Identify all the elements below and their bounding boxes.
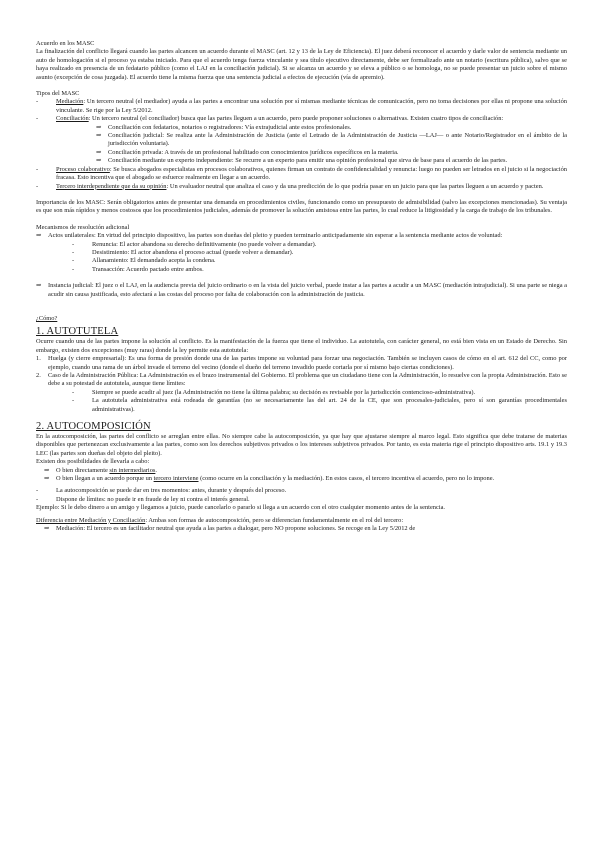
dash-marker: - <box>36 487 39 495</box>
arrow-right-icon: ⇒ <box>96 148 102 156</box>
dash-marker: - <box>72 257 75 265</box>
list-item-mediacion-diff: ⇒ Mediación: El tercero es un facilitador neutral que ayuda a las partes a dialogar, pero NO propone soluciones. Se recoge en la Ley 5/2012 de <box>44 525 416 533</box>
arrow-right-icon: ⇒ <box>36 282 42 290</box>
list-item-tercero: - Tercero interdependiente que da su opinión: Un evaluador neutral que analiza el caso y da una predicción de lo que podría pasar en un juicio para que las partes lleguen a un acuerdo y pacten. <box>36 182 544 190</box>
paragraph-diferencia: Diferencia entre Mediación y Conciliación: Ambas son formas de autocomposición, pero se diferencian fundamentalmente en el rol del tercero: <box>36 516 404 524</box>
dash-marker: - <box>36 495 39 503</box>
list-item-tercero: ⇒ O bien llegan a un acuerdo porque un tercero interviene (como ocurre en la conciliación y la mediación). En estos casos, el tercero incentiva el acuerdo, pero no lo impone. <box>44 475 495 483</box>
sub-item-allanamiento: - Allanamiento: El demandado acepta la condena. <box>72 257 216 265</box>
arrow-right-icon: ⇒ <box>44 475 50 483</box>
sub-item-juez: - Siempre se puede acudir al juez (la Administración no tiene la última palabra; su decisión es revisable por la jurisdicción contencioso-administrativa). <box>72 388 476 396</box>
arrow-right-icon: ⇒ <box>96 123 102 131</box>
list-item-mediacion <box>36 98 567 115</box>
list-item-actos: ⇒ Actos unilaterales: En virtud del principio dispositivo, las partes son dueñas del pleito y pueden terminarlo anticipadamente sin esperar a la sentencia mediante actos de voluntad: <box>36 232 503 240</box>
section-heading-acuerdo: Acuerdo en los MASC <box>36 40 95 47</box>
list-item-limites: - Dispone de límites: no puede ir en fraude de ley ni contra el interés general. <box>36 495 250 503</box>
dash-marker: - <box>72 265 75 273</box>
term-colaborativo: Proceso colaborativo <box>56 165 110 173</box>
dash-marker: - <box>36 115 39 123</box>
paragraph-acuerdo: La finalización del conflicto llegará cuando las partes alcancen un acuerdo durante el MASC (art. 12 y 13 de la Ley de Eficiencia). El juez deberá reconocer el acuerdo y darle valor de sentencia mediante un auto de homologación si el proceso ya estaba iniciado. Para que el acuerdo tenga fuerza vinculante y sea título ejecutivo directamente, debe ser formalizado ante un notario (escritura pública), salvo que se haya realizado en presencia de un fedatario público (como el LAJ en la conciliación judicial). Si se alcanza un acuerdo y se eleva a público o se homologa, no se puede presentar un juicio sobre el mismo asunto (excepción de cosa juzgada). El acuerdo tiene la misma fuerza que una sentencia judicial a efectos de ejecución (vía de apremio). <box>36 48 567 81</box>
paragraph-ejemplo: Ejemplo: Si le debo dinero a un amigo y llegamos a juicio, puede cancelarlo o pararlo si llega a un acuerdo con el otro cualquier momento antes de la sentencia. <box>36 504 446 512</box>
sub-item-desistimiento: - Desistimiento: El actor abandona el proceso actual (puede volver a demandar). <box>72 248 294 256</box>
arrow-right-icon: ⇒ <box>36 232 42 240</box>
arrow-right-icon: ⇒ <box>96 157 102 165</box>
como-heading: ¿Cómo? <box>36 314 58 322</box>
numbered-item-huelga: 1. Huelga (y cierre empresarial): Es una forma de presión donde una de las partes impone su voluntad para forzar una negociación. También se incluyen casos de cómo en el art. 612 del CC, como por ejemplo, cuando una rama de un árbol invade el terreno del vecino (donde el dueño del terreno invadido puede cortarla por sí mismo bajo ciertas condiciones). <box>36 355 567 371</box>
arrow-right-icon: ⇒ <box>96 132 102 140</box>
section-heading-mecanismos: Mecanismos de resolución adicional <box>36 223 130 231</box>
sub-item-renuncia: - Renuncia: El actor abandona su derecho definitivamente (no puede volver a demandar). <box>72 240 317 248</box>
sub-item-transaccion: - Transacción: Acuerdo pactado entre ambos. <box>72 265 204 273</box>
term-mediacion: Mediación <box>56 98 84 106</box>
numbered-item-administracion: 2. Caso de la Administración Pública: La Administración es el brazo instrumental del Gobierno. El problema que un ciudadano tiene con la Administración, lo resuelve con la propia Administración. Esto se debe a su potestad de autotutela, aunque tiene límites: <box>36 372 567 388</box>
dash-marker: - <box>72 248 75 256</box>
list-item-instancia: ⇒ Instancia judicial: El juez o el LAJ, en la audiencia previa del juicio ordinario o en la vista del juicio verbal, puede instar a las partes a acudir a un MASC (mediación intrajudicial). Si una parte se niega a acudir sin causa justificada, esto afectará a las costas del proceso por falta de colaboración con la administración de justicia. <box>36 282 567 298</box>
dash-marker: - <box>36 182 39 190</box>
paragraph-autotutela: Ocurre cuando una de las partes impone la solución al conflicto. Es la manifestación de la fuerza que tiene el individuo. La autotutela, con carácter general, no está bien vista en un Estado de Derecho. Sin embargo, existen dos excepciones (muy raras) donde la ley permite esta autotutela: <box>36 338 567 354</box>
arrow-right-icon: ⇒ <box>44 466 50 474</box>
heading-autocomposicion: 2. AUTOCOMPOSICIÓN <box>36 421 151 433</box>
paragraph-posibilidades: Existen dos posibilidades de llevarla a cabo: <box>36 458 150 466</box>
heading-autotutela: 1. AUTOTUTELA <box>36 326 119 338</box>
dash-marker: - <box>36 98 39 106</box>
paragraph-importancia: Importancia de los MASC: Serán obligatorios antes de presentar una demanda en procedimientos civiles, funcionando como un presupuesto de admisibilidad (salvo las excepciones mencionadas). Su ventaja es que son más rápidos y menos costosos que los procedimientos judiciales, además de promover la solución amistosa entre las partes, lo cual reduce la litigiosidad y la carga de trabajo de los tribunales. <box>36 198 567 215</box>
dash-marker: - <box>72 397 75 405</box>
dash-marker: - <box>72 388 75 396</box>
dash-marker: - <box>72 240 75 248</box>
arrow-right-icon: ⇒ <box>44 525 50 533</box>
sub-item-garantias: - La autotutela administrativa está rodeada de garantías (no se necesariamente las del art. 24 de la CE, que son procesales-judiciales, pero sí son garantías procedimentales administrativas). <box>72 397 567 413</box>
list-item-conciliacion <box>36 115 567 123</box>
paragraph-autocomposicion: En la autocomposición, las partes del conflicto se arreglan entre ellas. No siempre cabe la autocomposición, ya que hay que ajustarse siempre al marco legal. Esto significa que debe tratarse de materias disponibles que pertenezcan exclusivamente a las partes, como son los derechos subjetivos privados o los intereses subjetivos privados. Por tanto, es esta materia rige el principio dispositivo arts. 19.1 y 19.3 LEC (las partes son dueñas del objeto del pleito). <box>36 433 567 457</box>
dash-marker: - <box>36 165 39 173</box>
list-item-directamente: ⇒ O bien directamente sin intermediarios. <box>44 466 157 474</box>
term-conciliacion: Conciliación <box>56 115 89 123</box>
list-item-momentos: - La autocomposición se puede dar en tres momentos: antes, durante y después del proceso. <box>36 487 287 495</box>
document-page <box>36 40 567 534</box>
sub-item-conciliacion-2: ⇒ Conciliación judicial: Se realiza ante la Administración de Justicia (ante el Letrado de la Administración de Justicia —LAJ— o ante Notario/Registrador en el ámbito de la jurisdicción voluntaria). <box>96 132 567 148</box>
text-conciliacion: : Un tercero neutral (el conciliador) busca que las partes lleguen a un acuerdo, pero puede proponer soluciones o alternativas. Existen cuatro tipos de conciliación: <box>88 115 504 123</box>
sub-item-conciliacion-1: ⇒ Conciliación con fedatarios, notarios o registradores: Vía extrajudicial ante estos profesionales. <box>96 123 352 131</box>
term-tercero: Tercero interdependiente que da su opinión <box>56 182 167 190</box>
text-mediacion: : Un tercero neutral (el mediador) ayuda a las partes a encontrar una solución por sí mismas mediante técnicas de comunicación, pero no toma decisiones por ellas ni propone una solución vinculante. Se rige por la Ley 5/2012. <box>56 98 567 114</box>
section-heading-tipos: Tipos del MASC <box>36 90 80 98</box>
list-item-colaborativo: - Proceso colaborativo: Se busca abogados especialistas en procesos colaborativos, quienes firman un contrato de confidencialidad y renuncia: luego no pueden ser letrados en el juicio si la negociación fracasa. Esto incentiva que el abogado se esfuerce realmente en llegar a un acuerdo. <box>36 165 567 182</box>
sub-item-conciliacion-3: ⇒ Conciliación privada: A través de un profesional habilitado con conocimientos jurídicos específicos en la materia. <box>96 148 399 156</box>
sub-item-conciliacion-4: ⇒ Conciliación mediante un experto independiente: Se recurre a un experto para emitir una opinión profesional que sirva de base para el acuerdo de las partes. <box>96 157 508 165</box>
